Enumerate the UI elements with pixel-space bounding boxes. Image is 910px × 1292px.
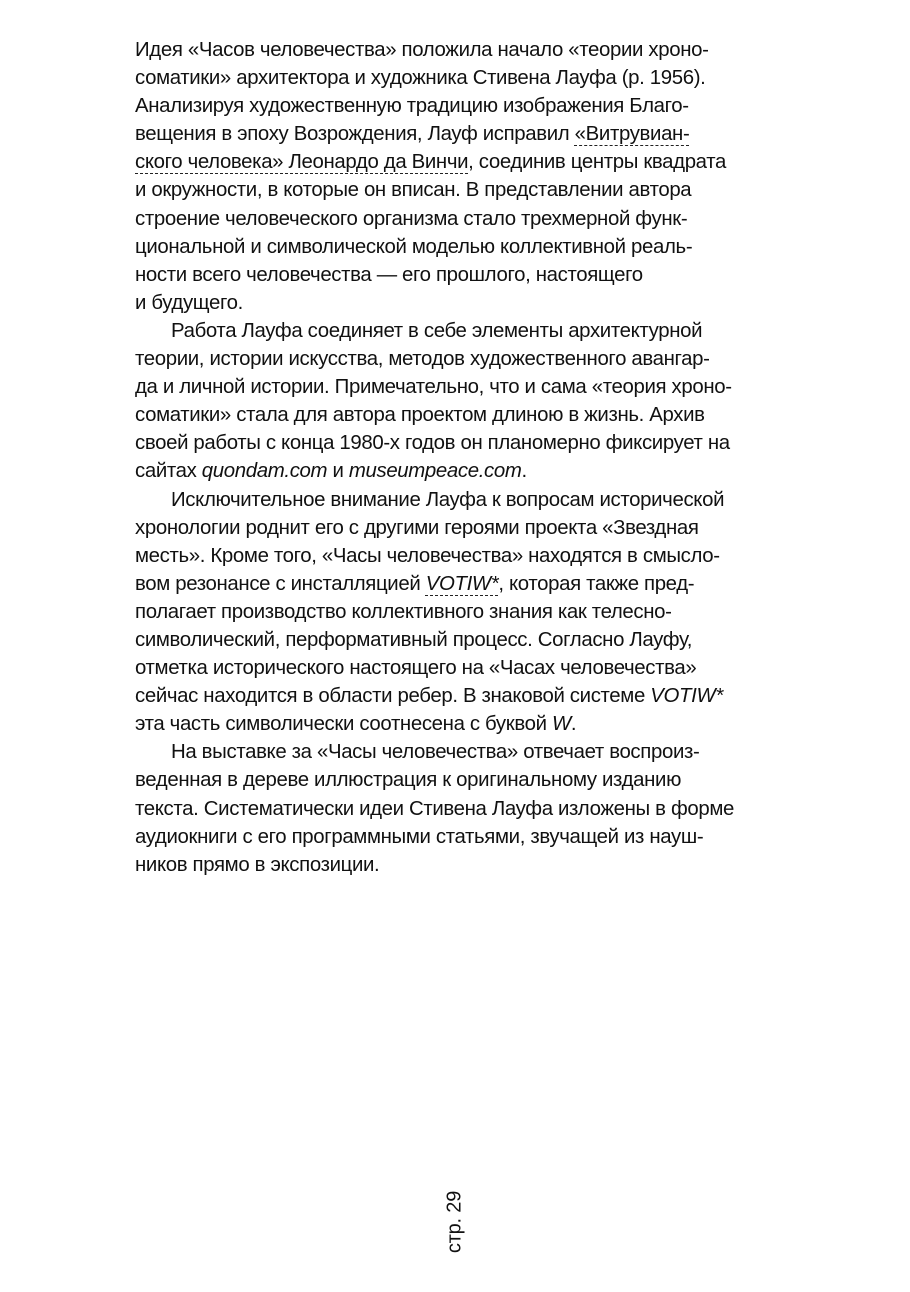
text-run: На выставке за «Часы человечества» отвечает воспроиз- <box>171 741 700 764</box>
text-run: циональной и символической моделью коллективной реаль- <box>135 235 693 258</box>
text-run: сейчас находится в области ребер. В знаковой системе <box>135 685 651 708</box>
text-run: полагает производство коллективного знания как телесно- <box>135 600 672 623</box>
text-line <box>135 542 795 570</box>
text-line <box>135 401 795 429</box>
text-line <box>135 598 795 626</box>
text-run: месть». Кроме того, «Часы человечества» находятся в смысло- <box>135 544 720 567</box>
paragraph <box>135 317 795 486</box>
text-run: сайтах <box>135 460 202 483</box>
text-line <box>135 795 795 823</box>
text-run: , соединив центры квадрата <box>468 151 726 174</box>
text-run: соматики» архитектора и художника Стивена Лауфа (р. 1956). <box>135 67 706 90</box>
text-run: Идея «Часов человечества» положила начало «теории хроно- <box>135 39 709 61</box>
text-run: отметка исторического настоящего на «Часах человечества» <box>135 657 697 680</box>
text-line <box>135 429 795 457</box>
text-line <box>135 626 795 654</box>
text-line <box>135 486 795 514</box>
text-run: теории, истории искусства, методов художественного авангар- <box>135 348 710 371</box>
italic-text: VOTIW* <box>650 685 723 708</box>
text-run: Исключительное внимание Лауфа к вопросам исторической <box>171 488 725 511</box>
text-run: ности всего человечества — его прошлого, настоящего <box>135 263 643 286</box>
text-line <box>135 514 795 542</box>
body-text <box>135 36 795 879</box>
text-run: вещения в эпоху Возрождения, Лауф исправил <box>135 123 575 146</box>
text-line <box>135 205 795 233</box>
text-run: , которая также пред- <box>498 572 695 595</box>
text-run: ников прямо в экспозиции. <box>135 853 380 876</box>
text-run: Работа Лауфа соединяет в себе элементы архитектурной <box>171 319 703 342</box>
text-run: и <box>327 460 349 483</box>
text-run: . <box>570 713 577 736</box>
text-run: соматики» стала для автора проектом длиною в жизнь. Архив <box>135 404 705 427</box>
text-line <box>135 317 795 345</box>
text-line <box>135 654 795 682</box>
paragraph <box>135 486 795 739</box>
text-run: текста. Систематически идеи Стивена Лауфа изложены в форме <box>135 797 735 820</box>
italic-text: quondam.com <box>201 460 328 483</box>
text-run: вом резонансе с инсталляцией <box>135 572 426 595</box>
text-line <box>135 92 795 120</box>
paragraph <box>135 36 795 317</box>
text-line <box>135 682 795 710</box>
text-line <box>135 823 795 851</box>
italic-text: museumpeace.com <box>348 460 522 483</box>
text-run: и будущего. <box>135 291 243 314</box>
text-line <box>135 36 795 64</box>
text-line <box>135 233 795 261</box>
text-run: веденная в дереве иллюстрация к оригинальному изданию <box>135 769 682 792</box>
text-line <box>135 64 795 92</box>
paragraph <box>135 738 795 878</box>
text-link[interactable]: ского человека» Леонардо да Винчи <box>135 151 469 174</box>
text-line <box>135 261 795 289</box>
text-line <box>135 120 795 148</box>
text-line <box>135 457 795 485</box>
text-run: своей работы с конца 1980-х годов он планомерно фиксирует на <box>135 432 730 455</box>
text-line <box>135 738 795 766</box>
text-link[interactable]: «Витрувиан- <box>574 123 690 146</box>
italic-text: W <box>551 713 571 736</box>
text-line <box>135 345 795 373</box>
text-link[interactable]: VOTIW* <box>425 572 499 595</box>
text-run: хронологии роднит его с другими героями проекта «Звездная <box>135 516 699 539</box>
text-run: и окружности, в которые он вписан. В представлении автора <box>135 179 692 202</box>
text-line <box>135 148 795 176</box>
text-run: символический, перформативный процесс. Согласно Лауфу, <box>135 628 693 651</box>
text-run: . <box>521 460 527 483</box>
text-line <box>135 851 795 879</box>
text-line <box>135 176 795 204</box>
text-line <box>135 766 795 794</box>
text-line <box>135 373 795 401</box>
text-run: аудиокниги с его программными статьями, звучащей из науш- <box>135 825 704 848</box>
page-number: стр. 29 <box>443 1190 466 1254</box>
text-line <box>135 289 795 317</box>
text-line <box>135 710 795 738</box>
text-line <box>135 570 795 598</box>
text-run: да и личной истории. Примечательно, что и сама «теория хроно- <box>135 376 732 399</box>
text-run: эта часть символически соотнесена с буквой <box>135 713 552 736</box>
text-run: Анализируя художественную традицию изображения Благо- <box>135 95 689 118</box>
text-run: строение человеческого организма стало трехмерной функ- <box>135 207 688 230</box>
